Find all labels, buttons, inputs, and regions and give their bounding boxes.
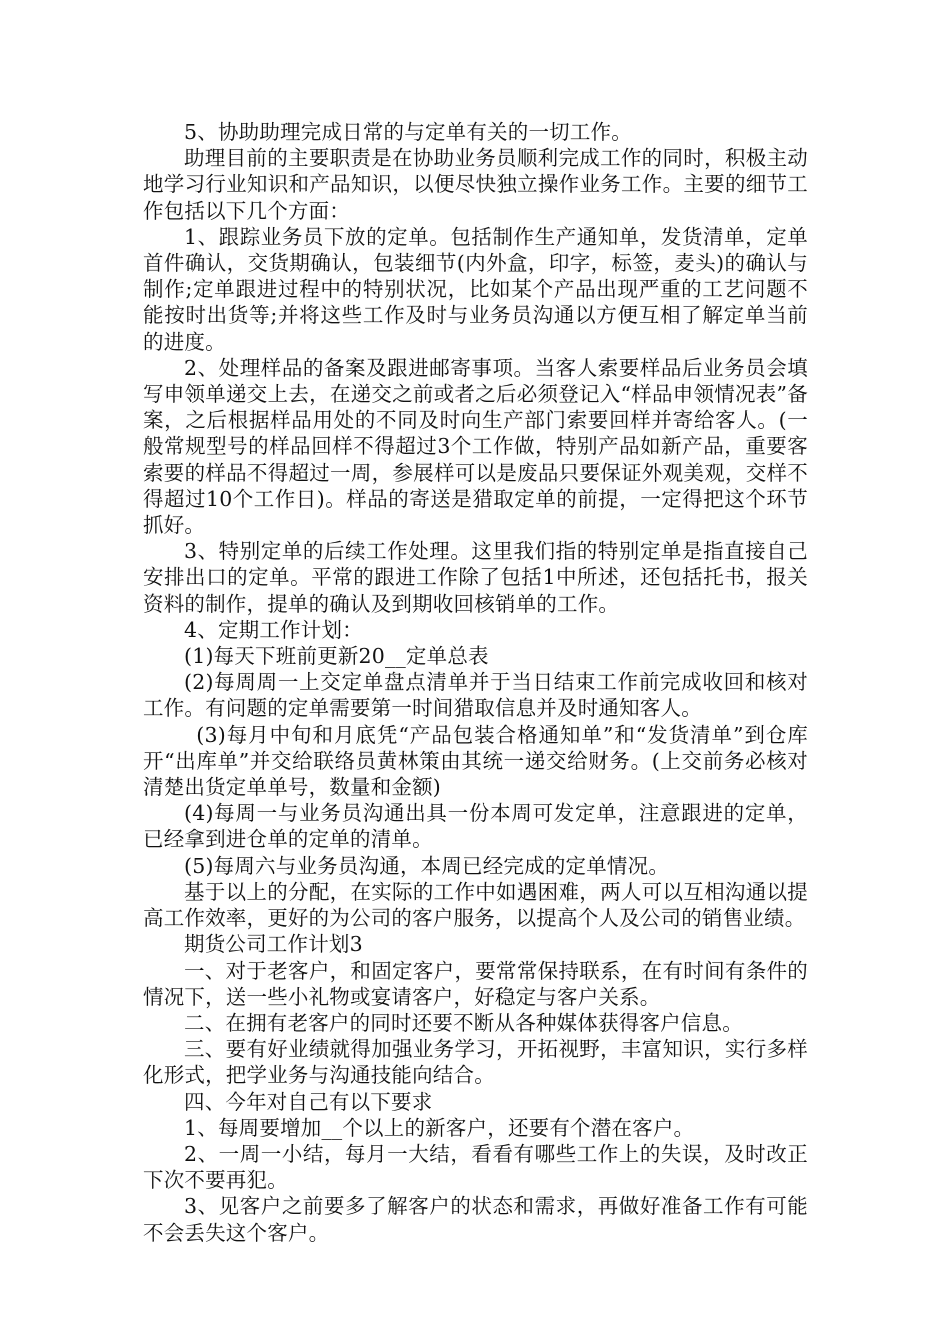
paragraph-summary: 基于以上的分配，在实际的工作中如遇困难，两人可以互相沟通以提高工作效率，更好的为公司的客户服务，以提高个人及公司的销售业绩。 [143,879,808,931]
paragraph-track-orders: 1、跟踪业务员下放的定单。包括制作生产通知单，发货清单，定单首件确认，交货期确认，包装细节(内外盒，印字，标签，麦头)的确认与制作;定单跟进过程中的特别状况，比如某个产品出现严重的工艺问题不能按时出货等;并将这些工作及时与业务员沟通以方便互相了解定单当前的进度。 [143,224,808,354]
paragraph-requirement-3: 3、见客户之前要多了解客户的状态和需求，再做好准备工作有可能不会丢失这个客户。 [143,1194,808,1245]
paragraph-requirement-2: 2、一周一小结，每月一大结，看看有哪些工作上的失误，及时改正下次不要再犯。 [143,1141,808,1193]
paragraph-old-clients: 一、对于老客户，和固定客户，要常常保持联系，在有时间有条件的情况下，送一些小礼物或宴请客户，好稳定与客户关系。 [143,958,808,1009]
paragraph-special-orders: 3、特别定单的后续工作处理。这里我们指的特别定单是指直接自己安排出口的定单。平常的跟进工作除了包括1中所述，还包括托书，报关资料的制作，提单的确认及到期收回核销单的工作。 [143,539,808,616]
paragraph-plan-item-3: (3)每月中旬和月底凭“产品包装合格通知单”和“发货清单”到仓库开“出库单”并交给联络员黄林策由其统一递交给财务。(上交前务必核对清楚出货定单单号，数量和金额) [143,722,808,800]
paragraph-requirements-heading: 四、今年对自己有以下要求 [184,1089,433,1114]
paragraph-handle-samples: 2、处理样品的备案及跟进邮寄事项。当客人索要样品后业务员会填写申领单递交上去，在递交之前或者之后必须登记入“样品申领情况表”备案，之后根据样品用处的不同及时向生产部门索要回样并寄给客人。(一般常规型号的样品回样不得超过3个工作做，特别产品如新产品，重要客索要的样品不得超过一周，参展样可以是废品只要保证外观美观，交样不得超过10个工作日)。样品的寄送是猎取定单的前提，一定得把这个环节抓好。 [143,355,808,538]
paragraph-plan-item-4: (4)每周一与业务员沟通出具一份本周可发定单，注意跟进的定单，已经拿到进仓单的定单的清单。 [143,801,808,852]
paragraph-assist-daily-work: 5、协助助理完成日常的与定单有关的一切工作。 [184,120,632,144]
paragraph-plan-item-1: (1)每天下班前更新20__定单总表 [184,644,489,669]
paragraph-requirement-1: 1、每周要增加__个以上的新客户，还要有个潜在客户。 [184,1115,695,1140]
paragraph-client-info: 二、在拥有老客户的同时还要不断从各种媒体获得客户信息。 [184,1010,743,1035]
paragraph-assistant-duties: 助理目前的主要职责是在协助业务员顺利完成工作的同时，积极主动地学习行业知识和产品知识，以便尽快独立操作业务工作。主要的细节工作包括以下几个方面： [143,146,808,223]
document-body [143,119,808,1246]
section-heading-plan-3: 期货公司工作计划3 [184,932,363,957]
paragraph-plan-item-5: (5)每周六与业务员沟通，本周已经完成的定单情况。 [184,853,670,878]
paragraph-plan-item-2: (2)每周周一上交定单盘点清单并于当日结束工作前完成收回和核对工作。有问题的定单需要第一时间猎取信息并及时通知客人。 [143,670,808,721]
paragraph-business-study: 三、要有好业绩就得加强业务学习，开拓视野，丰富知识，实行多样化形式，把学业务与沟通技能向结合。 [143,1037,808,1088]
paragraph-regular-plan-heading: 4、定期工作计划： [184,617,363,642]
